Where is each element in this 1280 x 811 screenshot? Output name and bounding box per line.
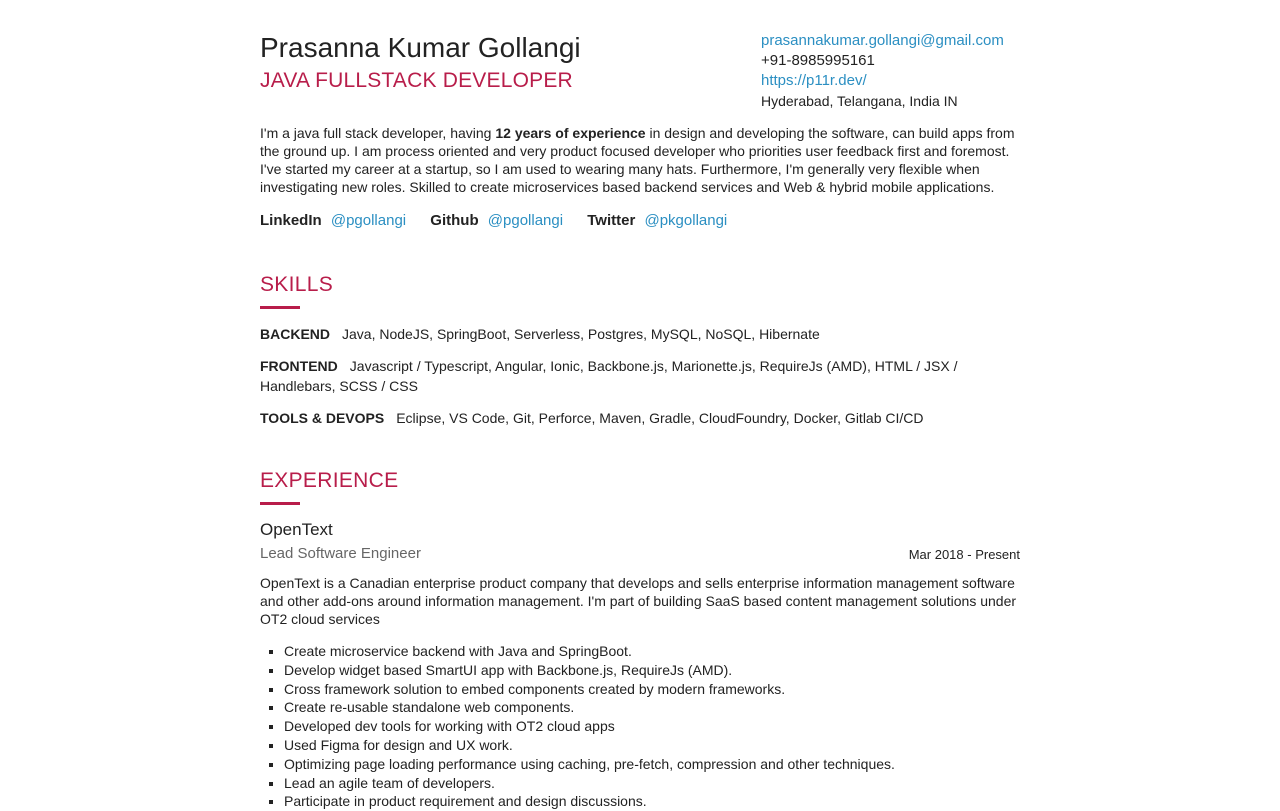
summary-text-start: I'm a java full stack developer, having (260, 125, 496, 141)
summary-experience-highlight: 12 years of experience (495, 125, 646, 141)
skill-category: FRONTEND (260, 358, 338, 374)
candidate-name: Prasanna Kumar Gollangi (260, 32, 581, 63)
experience-section (260, 469, 1020, 811)
skill-row-frontend (260, 356, 1020, 396)
linkedin-link[interactable]: @pgollangi (330, 212, 407, 229)
location: Hyderabad, Telangana, India IN (761, 93, 958, 109)
twitter-link[interactable]: @pkgollangi (644, 212, 728, 229)
github-link[interactable]: @pgollangi (487, 212, 564, 229)
list-item: ▪ Optimizing page loading performance using caching, pre-fetch, compression and other techniques. (284, 755, 1020, 774)
list-item: ▪ Create re-usable standalone web components. (284, 698, 1020, 717)
social-label-twitter: Twitter (587, 212, 636, 229)
job-company: OpenText (260, 520, 333, 539)
experience-heading: EXPERIENCE (260, 469, 399, 492)
job-description: OpenText is a Canadian enterprise product company that develops and sells enterprise information management software and other add-ons around information management. I'm part of building SaaS based content management solutions under OT2 cloud services (260, 575, 1017, 627)
skill-values: Eclipse, VS Code, Git, Perforce, Maven, Gradle, CloudFoundry, Docker, Gitlab CI/CD (396, 410, 924, 426)
resume-page (260, 0, 1020, 811)
skills-heading: SKILLS (260, 273, 334, 296)
list-item: ▪ Cross framework solution to embed components created by modern frameworks. (284, 680, 1020, 699)
social-twitter (587, 212, 727, 229)
list-item: ▪ Lead an agile team of developers. (284, 774, 1020, 793)
skill-category: TOOLS & DEVOPS (260, 410, 385, 426)
summary-paragraph (260, 124, 1020, 196)
email-link[interactable]: prasannakumar.gollangi@gmail.com (761, 32, 1004, 49)
list-item: ▪ Participate in product requirement and design discussions. (284, 792, 1020, 811)
social-links (260, 212, 1020, 229)
phone-number: +91-8985995161 (761, 52, 875, 69)
candidate-role: JAVA FULLSTACK DEVELOPER (260, 69, 573, 92)
skill-category: BACKEND (260, 326, 330, 342)
list-item: ▪ Used Figma for design and UX work. (284, 736, 1020, 755)
website-link[interactable]: https://p11r.dev/ (761, 72, 867, 89)
job-dates: Mar 2018 - Present (908, 547, 1020, 562)
experience-heading-underline (260, 502, 300, 505)
job-responsibilities (260, 642, 1020, 811)
job-entry (260, 520, 1020, 811)
social-linkedin (260, 212, 406, 229)
skill-row-backend (260, 324, 1020, 344)
skills-heading-underline (260, 306, 300, 309)
list-item: ▪ Developed dev tools for working with OT2 cloud apps (284, 717, 1020, 736)
skill-values: Javascript / Typescript, Angular, Ionic, Backbone.js, Marionette.js, RequireJs (AMD), HTML / JSX / Handlebars, SCSS / CSS (260, 358, 958, 394)
contact-block (761, 31, 1020, 111)
list-item: ▪ Create microservice backend with Java and SpringBoot. (284, 642, 1020, 661)
job-title: Lead Software Engineer (260, 545, 421, 562)
resume-header (260, 0, 1020, 110)
social-label-linkedin: LinkedIn (260, 212, 322, 229)
skill-values: Java, NodeJS, SpringBoot, Serverless, Postgres, MySQL, NoSQL, Hibernate (342, 326, 820, 342)
social-label-github: Github (430, 212, 479, 229)
skill-row-tools (260, 408, 1020, 428)
skills-section (260, 273, 1020, 428)
list-item: ▪ Develop widget based SmartUI app with Backbone.js, RequireJs (AMD). (284, 661, 1020, 680)
summary-text-end: in design and developing the software, can build apps from the ground up. I am process oriented and very product focused developer who priorities user feedback first and foremost. I've started my career at a startup, so I am used to wearing many hats. Furthermore, I'm generally very flexible when investigating new roles. Skilled to create microservices based backend services and Web & hybrid mobile applications. (260, 125, 1015, 195)
social-github (430, 212, 563, 229)
job-title-line (260, 545, 1020, 565)
